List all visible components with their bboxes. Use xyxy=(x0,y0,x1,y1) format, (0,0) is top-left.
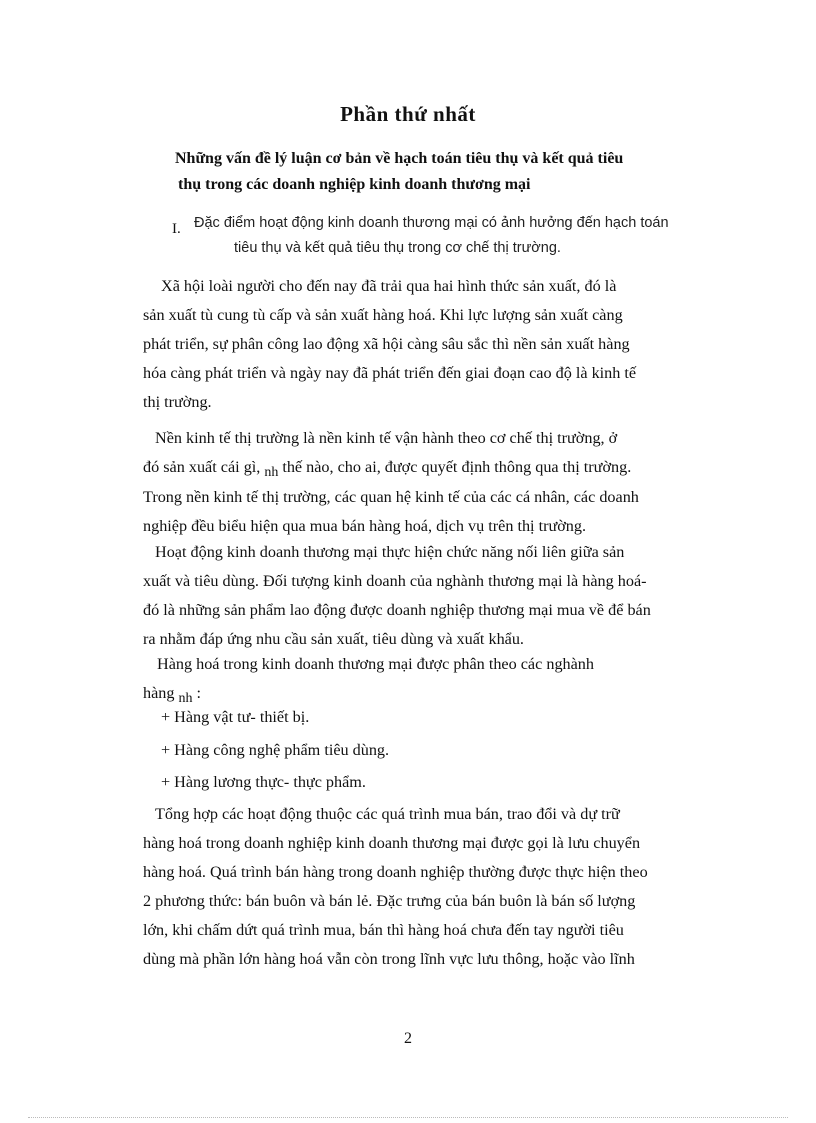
paragraph-line: Hàng hoá trong kinh doanh thương mại được phân theo các nghành xyxy=(157,655,594,673)
paragraph-line: ra nhằm đáp ứng nhu cầu sản xuất, tiêu dùng và xuất khẩu. xyxy=(143,630,524,648)
bullet-item: + Hàng lương thực- thực phẩm. xyxy=(161,773,366,791)
section-heading xyxy=(194,211,724,261)
paragraph-line: Nền kinh tế thị trường là nền kinh tế vận hành theo cơ chế thị trường, ở xyxy=(155,429,618,447)
paragraph-line: hàng hoá. Quá trình bán hàng trong doanh nghiệp thường được thực hiện theo xyxy=(143,863,648,881)
chapter-title-line-1: Những vấn đề lý luận cơ bản về hạch toán tiêu thụ và kết quả tiêu xyxy=(175,150,624,167)
part-title: Phần thứ nhất xyxy=(340,102,476,126)
page-bottom-divider xyxy=(28,1117,788,1118)
paragraph-fragment: hàng xyxy=(143,684,175,702)
paragraph-3 xyxy=(143,538,720,654)
paragraph-line: thị trường. xyxy=(143,393,212,411)
section-number: I. xyxy=(172,221,181,237)
paragraph-1 xyxy=(143,272,720,417)
paragraph-fragment: : xyxy=(196,684,201,702)
chapter-title xyxy=(175,146,735,198)
paragraph-fragment: thế nào, cho ai, được quyết định thông qua thị trường. xyxy=(282,458,632,476)
inline-fragment: nh xyxy=(178,691,193,706)
paragraph-line: sản xuất tù cung tù cấp và sản xuất hàng hoá. Khi lực lượng sản xuất càng xyxy=(143,306,623,324)
paragraph-2 xyxy=(143,424,720,541)
paragraph-line: lớn, khi chấm dứt quá trình mua, bán thì hàng hoá chưa đến tay người tiêu xyxy=(143,921,624,939)
paragraph-fragment: đó sản xuất cái gì, xyxy=(143,458,261,476)
inline-fragment: nh xyxy=(264,465,279,480)
bullet-item: + Hàng công nghệ phẩm tiêu dùng. xyxy=(161,741,390,759)
page-number: 2 xyxy=(404,1030,412,1047)
paragraph-line: 2 phương thức: bán buôn và bán lẻ. Đặc trưng của bán buôn là bán số lượng xyxy=(143,892,636,910)
paragraph-line: Trong nền kinh tế thị trường, các quan hệ kinh tế của các cá nhân, các doanh xyxy=(143,488,639,506)
paragraph-line: nghiệp đều biểu hiện qua mua bán hàng hoá, dịch vụ trên thị trường. xyxy=(143,517,587,535)
bullet-item: + Hàng vật tư- thiết bị. xyxy=(161,708,310,726)
paragraph-line: Hoạt động kinh doanh thương mại thực hiện chức năng nối liên giữa sản xyxy=(155,543,625,561)
paragraph-line: Xã hội loài người cho đến nay đã trải qua hai hình thức sản xuất, đó là xyxy=(161,277,617,295)
paragraph-line xyxy=(143,453,720,483)
paragraph-5 xyxy=(143,800,720,974)
paragraph-line xyxy=(143,679,720,709)
paragraph-line: hàng hoá trong doanh nghiệp kinh doanh thương mại được gọi là lưu chuyển xyxy=(143,834,641,852)
paragraph-line: xuất và tiêu dùng. Đối tượng kinh doanh của nghành thương mại là hàng hoá- xyxy=(143,572,647,590)
paragraph-line: hóa càng phát triển và ngày nay đã phát triển đến giai đoạn cao độ là kinh tế xyxy=(143,364,637,382)
paragraph-4 xyxy=(143,650,720,709)
paragraph-line: phát triển, sự phân công lao động xã hội càng sâu sắc thì nền sản xuất hàng xyxy=(143,335,630,353)
chapter-title-line-2: thụ trong các doanh nghiệp kinh doanh thương mại xyxy=(178,176,531,193)
paragraph-line: Tổng hợp các hoạt động thuộc các quá trình mua bán, trao đổi và dự trữ xyxy=(155,805,620,823)
section-heading-line-2: tiêu thụ và kết quả tiêu thụ trong cơ chế thị trường. xyxy=(234,240,561,256)
section-heading-line-1: Đặc điểm hoạt động kinh doanh thương mại có ảnh hưởng đến hạch toán xyxy=(194,215,669,231)
paragraph-line: đó là những sản phẩm lao động được doanh nghiệp thương mại mua về để bán xyxy=(143,601,651,619)
paragraph-line: dùng mà phần lớn hàng hoá vẫn còn trong lĩnh vực lưu thông, hoặc vào lĩnh xyxy=(143,950,635,968)
